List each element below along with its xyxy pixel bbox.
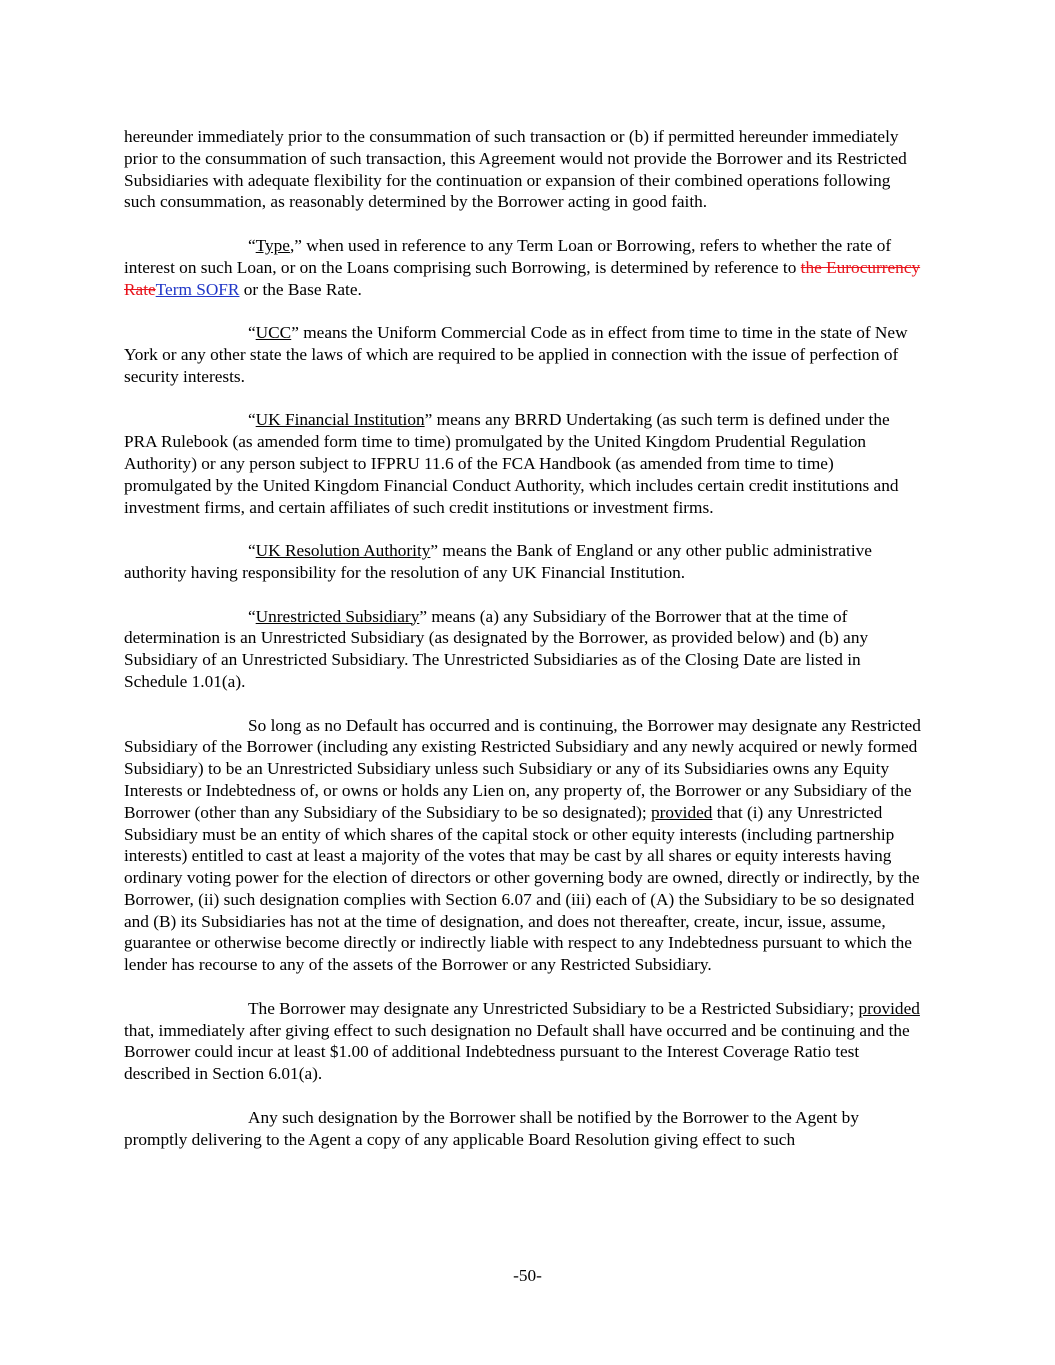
definition-text: ” means the Bank of England or any other public administrative authority having responsibility for the resolution of any UK Financial Institution. [124,541,872,582]
provided-term: provided [858,998,920,1018]
page-number: -50- [513,1266,542,1285]
paragraph-text-end: that, immediately after giving effect to such designation no Default shall have occurred and be continuing and the Borrower could incur at least $1.00 of additional Indebtedness pursuant to the Interest Coverage Ratio test described in Section 6.01(a). [124,1020,910,1084]
definition-text: ” means the Uniform Commercial Code as in effect from time to time in the state of New York or any other state the laws of which are required to be applied in connection with the issue of perfection of security interests. [124,323,908,386]
definition-ucc [124,322,924,387]
definition-type [124,235,924,300]
open-quote: “ [248,235,256,255]
paragraph-designation [124,715,924,977]
defined-term-uk-resolution-authority: UK Resolution Authority [255,541,431,561]
definition-uk-resolution-authority [124,540,924,584]
paragraph-text: The Borrower may designate any Unrestricted Subsidiary to be a Restricted Subsidiary; [248,998,859,1018]
paragraph-redesignation [124,998,924,1085]
definition-text-end: or the Base Rate. [239,279,362,299]
paragraph-text: hereunder immediately prior to the consummation of such transaction or (b) if permitted hereunder immediately prior to the consummation of such transaction, this Agreement would not provide the Borrower and its Restricted Subsidiaries with adequate flexibility for the continuation or expansion of their combined operations following such consummation, as reasonably determined by the Borrower acting in good faith. [124,127,907,212]
inserted-text: Term SOFR [155,279,240,299]
open-quote: “ [248,606,256,626]
paragraph-continuation [124,126,924,213]
definition-text: ” means any BRRD Undertaking (as such term is defined under the PRA Rulebook (as amended form time to time) promulgated by the United Kingdom Prudential Regulation Authority) or any person subject to IFPRU 11.6 of the FCA Handbook (as amended from time to time) promulgated by the United Kingdom Financial Conduct Authority, which includes certain credit institutions and investment firms, and certain affiliates of such credit institutions or investment firms. [124,410,899,517]
provided-term: provided [650,802,713,822]
document-body [124,126,924,1172]
definition-text: ,” when used in reference to any Term Loan or Borrowing, refers to whether the rate of interest on such Loan, or on the Loans comprising such Borrowing, is determined by reference to [124,235,892,277]
definition-unrestricted-subsidiary [124,606,924,693]
paragraph-text-end: that (i) any Unrestricted Subsidiary must be an entity of which shares of the capital stock or other equity interests (including partnership interests) entitled to cast at least a majority of the votes that may be cast by all shares or equity interests having ordinary voting power for the election of directors or other governing body are owned, directly or indirectly, by the Borrower, (ii) such designation complies with Section 6.07 and (iii) each of (A) the Subsidiary to be so designated and (B) its Subsidiaries has not at the time of designation, and does not thereafter, create, incur, issue, assume, guarantee or otherwise become directly or indirectly liable with respect to any Indebtedness pursuant to which the lender has recourse to any of the assets of the Borrower or any Restricted Subsidiary. [124,802,920,975]
paragraph-text: So long as no Default has occurred and is continuing, the Borrower may designate any Restricted Subsidiary of the Borrower (including any existing Restricted Subsidiary and any newly acquired or newly formed Subsidiary) to be an Unrestricted Subsidiary unless such Subsidiary or any of its Subsidiaries owns any Equity Interests or Indebtedness of, or owns or holds any Lien on, any property of, the Borrower or any Subsidiary of the Borrower (other than any Subsidiary of the Subsidiary to be so designated); [124,715,921,822]
paragraph-notice [124,1107,924,1151]
definition-uk-financial-institution [124,409,924,518]
open-quote: “ [248,410,256,430]
definition-text: ” means (a) any Subsidiary of the Borrower that at the time of determination is an Unrestricted Subsidiary (as designated by the Borrower, as provided below) and (b) any Subsidiary of an Unrestricted Subsidiary. The Unrestricted Subsidiaries as of the Closing Date are listed in Schedule 1.01(a). [124,606,869,691]
defined-term-uk-financial-institution: UK Financial Institution [255,410,425,430]
deleted-text: the Eurocurrency Rate [124,257,921,299]
open-quote: “ [248,323,256,343]
open-quote: “ [248,541,256,561]
defined-term-unrestricted-subsidiary: Unrestricted Subsidiary [255,606,420,626]
defined-term-type: Type [255,235,290,255]
defined-term-ucc: UCC [255,323,292,343]
paragraph-text: Any such designation by the Borrower shall be notified by the Borrower to the Agent by promptly delivering to the Agent a copy of any applicable Board Resolution giving effect to such [124,1107,859,1149]
